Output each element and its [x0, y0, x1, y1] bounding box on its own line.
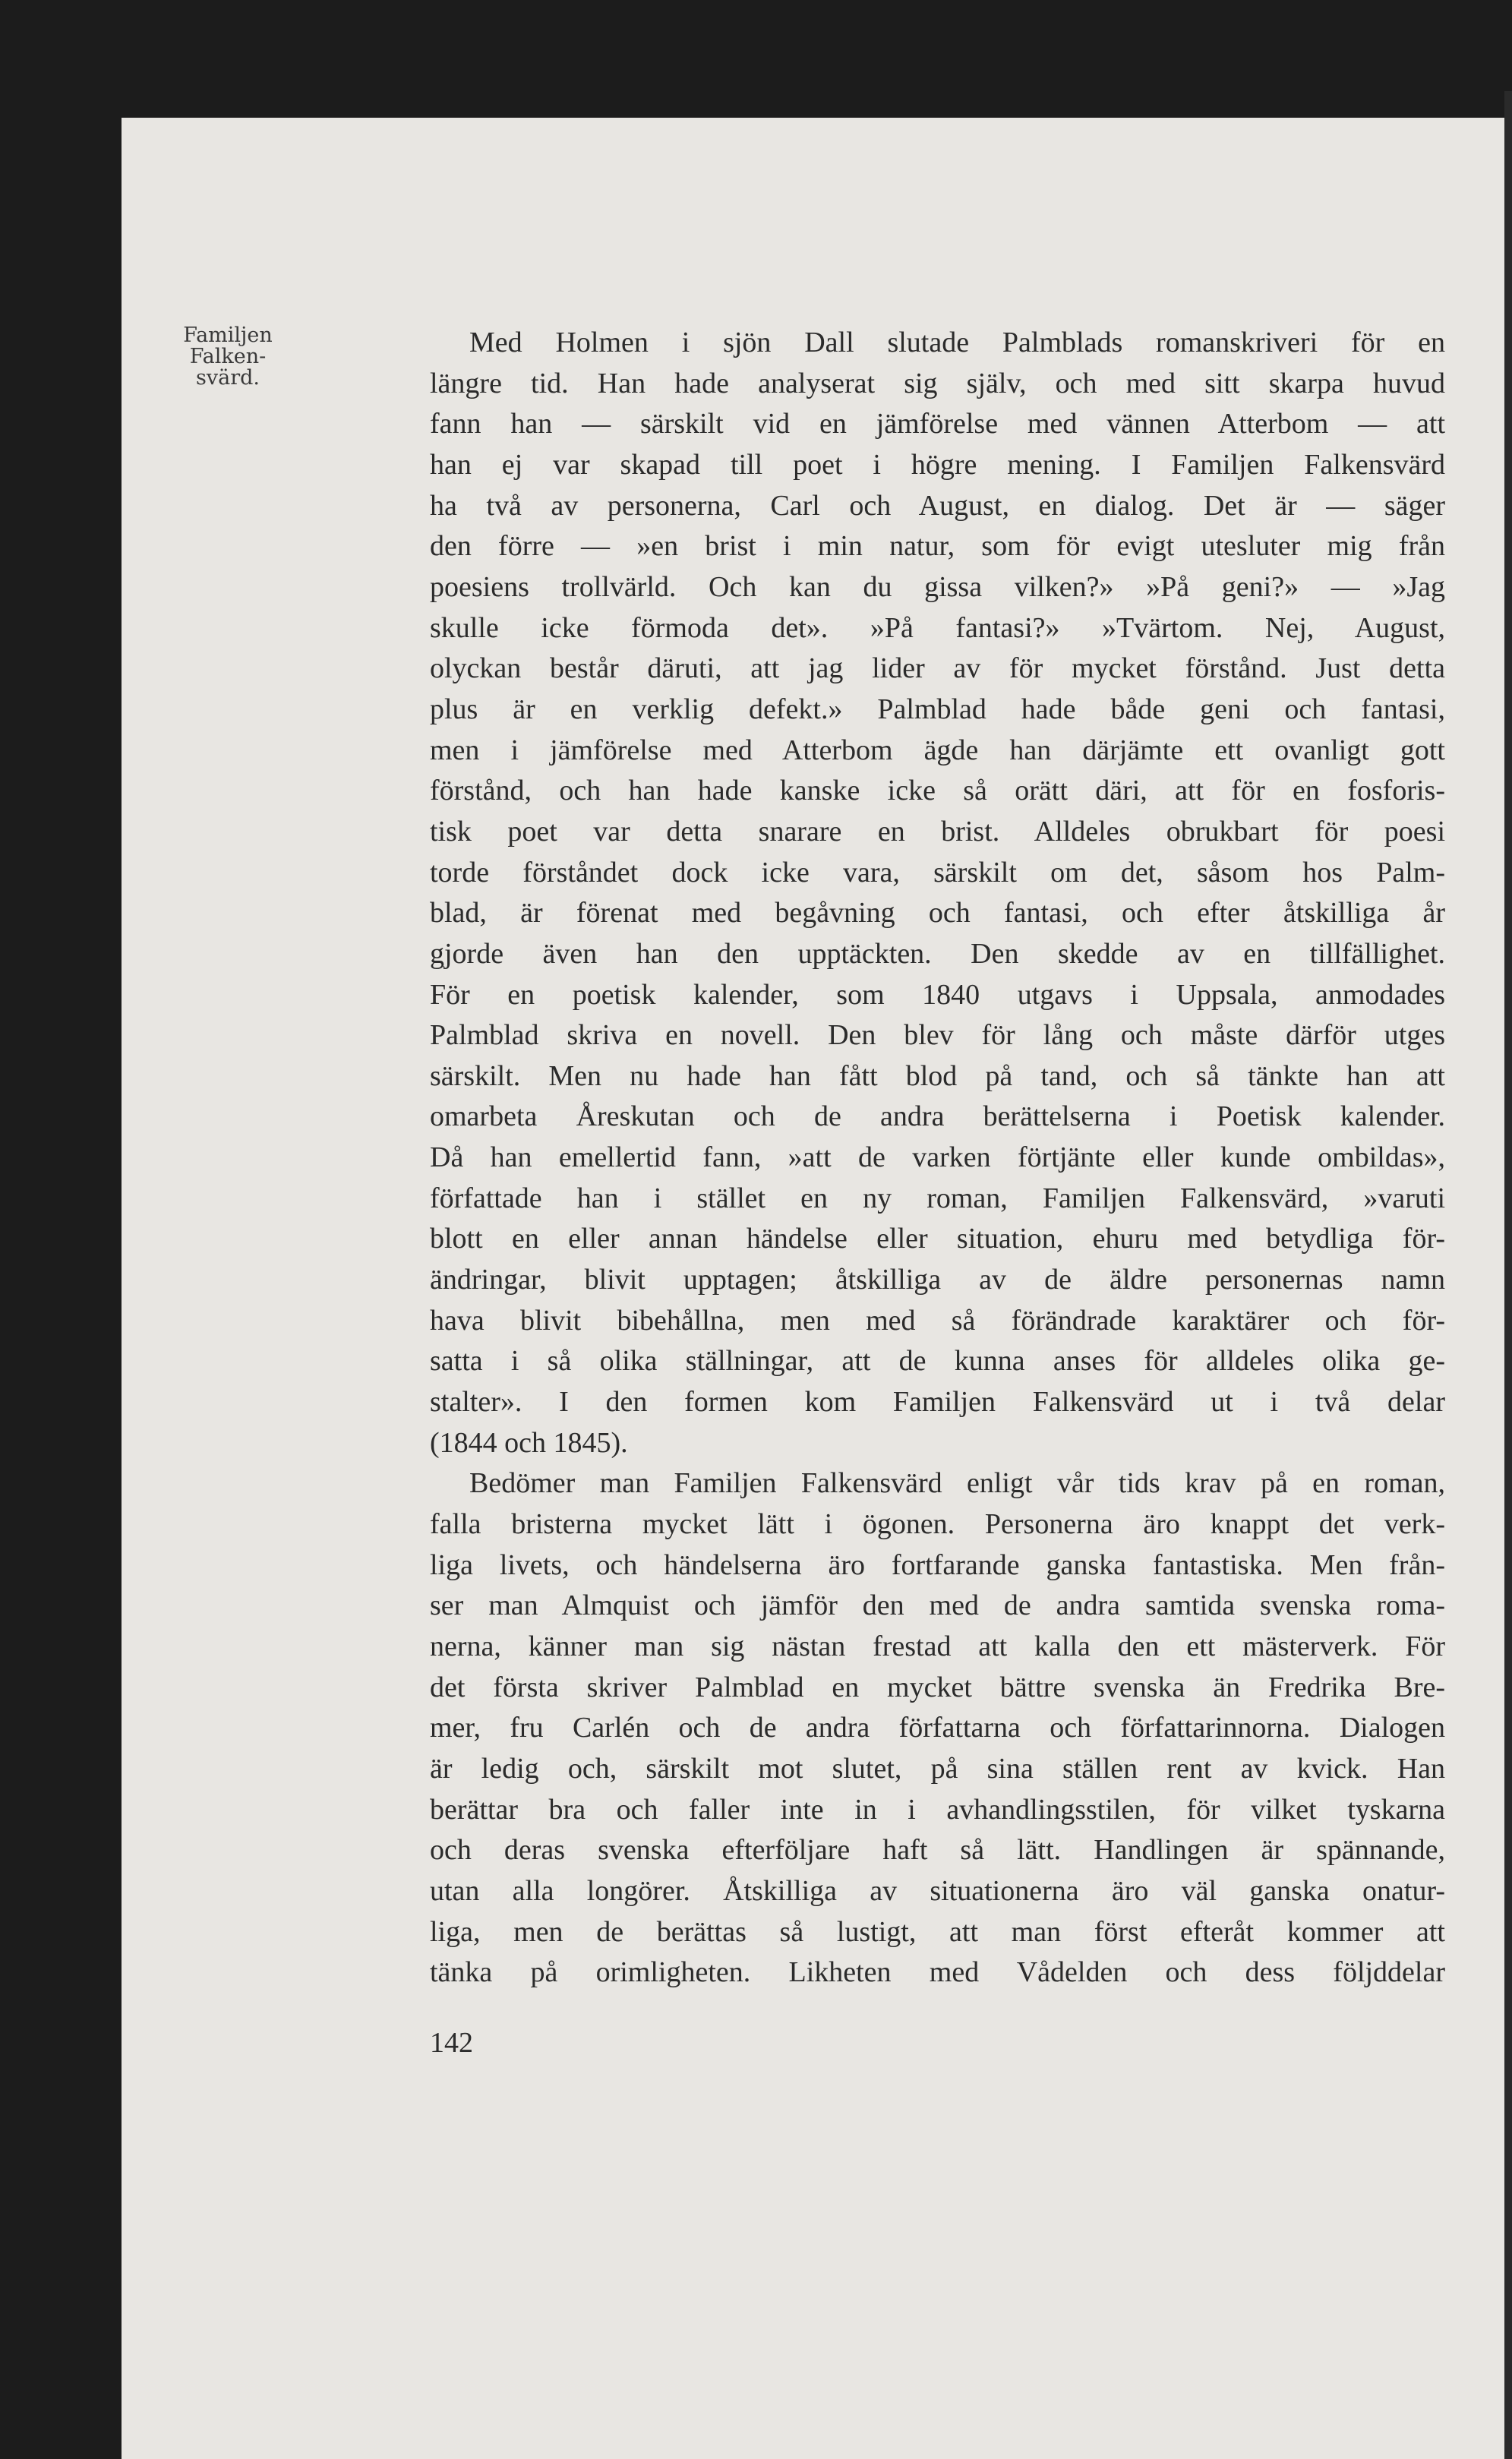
text-line: Bedömer man Familjen Falkensvärd enligt vår tids krav på en roman, — [469, 1467, 1445, 1500]
text-line: fann han — särskilt vid en jämförelse med vännen Atterbom — att — [430, 408, 1445, 440]
text-line: falla bristerna mycket lätt i ögonen. Personerna äro knappt det verk- — [430, 1508, 1445, 1541]
text-line: förstånd, och han hade kanske icke så orätt däri, att för en fosforis- — [430, 775, 1445, 807]
text-line: plus är en verklig defekt.» Palmblad hade både geni och fantasi, — [430, 693, 1445, 725]
text-line: Palmblad skriva en novell. Den blev för lång och måste därför utges — [430, 1019, 1445, 1052]
text-line: längre tid. Han hade analyserat sig själv, och med sitt skarpa huvud — [430, 367, 1445, 399]
margin-note-line: svärd. — [196, 366, 260, 390]
text-line: gjorde även han den upptäckten. Den skedde av en tillfällighet. — [430, 937, 1445, 970]
text-line: blott en eller annan händelse eller situation, ehuru med betydliga för- — [430, 1223, 1445, 1255]
text-line: särskilt. Men nu hade han fått blod på tand, och så tänkte han att — [430, 1059, 1445, 1092]
text-line: tänka på orimligheten. Likheten med Vådelden och dess följddelar — [430, 1956, 1445, 1989]
text-line: För en poetisk kalender, som 1840 utgavs i Uppsala, anmodades — [430, 978, 1445, 1011]
body-text — [430, 323, 1445, 1993]
text-line: ha två av personerna, Carl och August, en dialog. Det är — säger — [430, 489, 1445, 522]
text-line: stalter». I den formen kom Familjen Falkensvärd ut i två delar — [430, 1386, 1445, 1419]
text-line: (1844 och 1845). — [430, 1426, 628, 1459]
margin-note — [182, 325, 273, 389]
text-line: det första skriver Palmblad en mycket bättre svenska än Fredrika Bre- — [430, 1671, 1445, 1703]
text-line: Då han emellertid fann, »att de varken förtjänte eller kunde ombildas», — [430, 1141, 1445, 1174]
margin-note-line: Falken- — [189, 345, 267, 368]
text-line: hava blivit bibehållna, men med så förändrade karaktärer och för- — [430, 1304, 1445, 1337]
text-line: liga livets, och händelserna äro fortfarande ganska fantastiska. Men från- — [430, 1548, 1445, 1581]
text-line: liga, men de berättas så lustigt, att man först efteråt kommer att — [430, 1915, 1445, 1948]
text-line: och deras svenska efterföljare haft så lätt. Handlingen är spännande, — [430, 1834, 1445, 1867]
text-line: nerna, känner man sig nästan frestad att kalla den ett mästerverk. För — [430, 1630, 1445, 1662]
text-line: Med Holmen i sjön Dall slutade Palmblads romanskriveri för en — [469, 327, 1445, 358]
text-line: tisk poet var detta snarare en brist. Alldeles obrukbart för poesi — [430, 815, 1445, 848]
text-line: ser man Almquist och jämför den med de andra samtida svenska roma- — [430, 1589, 1445, 1622]
text-line: torde förståndet dock icke vara, särskilt om det, såsom hos Palm- — [430, 856, 1445, 889]
text-line: mer, fru Carlén och de andra författarna och författarinnorna. Dialogen — [430, 1712, 1445, 1744]
page-edge — [1504, 91, 1512, 2459]
text-line: poesiens trollvärld. Och kan du gissa vilken?» »På geni?» — »Jag — [430, 570, 1445, 603]
text-line: utan alla longörer. Åtskilliga av situationerna äro väl ganska onatur- — [430, 1874, 1445, 1907]
text-line: omarbeta Åreskutan och de andra berättelserna i Poetisk kalender. — [430, 1100, 1445, 1133]
text-line: berättar bra och faller inte in i avhandlingsstilen, för vilket tyskarna — [430, 1793, 1445, 1826]
text-line: är ledig och, särskilt mot slutet, på sina ställen rent av kvick. Han — [430, 1752, 1445, 1785]
text-line: författade han i stället en ny roman, Familjen Falkensvärd, »varuti — [430, 1182, 1445, 1214]
text-line: olyckan består däruti, att jag lider av för mycket förstånd. Just detta — [430, 652, 1445, 685]
text-line: blad, är förenat med begåvning och fantasi, och efter åtskilliga år — [430, 897, 1445, 930]
text-line: satta i så olika ställningar, att de kunna anses för alldeles olika ge- — [430, 1345, 1445, 1378]
text-line: ändringar, blivit upptagen; åtskilliga av de äldre personernas namn — [430, 1264, 1445, 1296]
text-line: den förre — »en brist i min natur, som för evigt utesluter mig från — [430, 530, 1445, 563]
text-line: men i jämförelse med Atterbom ägde han därjämte ett ovanligt gott — [430, 734, 1445, 766]
text-line: han ej var skapad till poet i högre mening. I Familjen Falkensvärd — [430, 448, 1445, 481]
page-number: 142 — [430, 2027, 473, 2059]
margin-note-line: Familjen — [183, 324, 273, 347]
text-line: skulle icke förmoda det». »På fantasi?» »Tvärtom. Nej, August, — [430, 611, 1445, 644]
